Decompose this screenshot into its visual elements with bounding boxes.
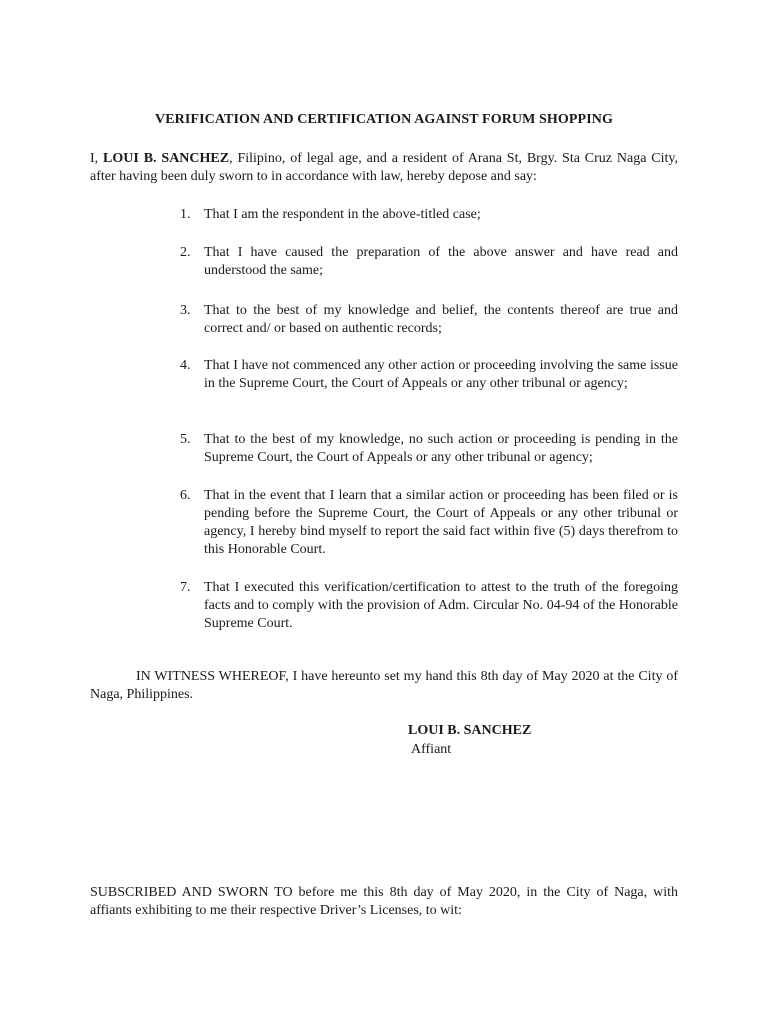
list-item-text: That I am the respondent in the above-titled case; — [204, 207, 481, 222]
list-item-text: That to the best of my knowledge and belief, the contents thereof are true and correct and/ or based on authentic records; — [204, 303, 678, 336]
list-item-text: That I have caused the preparation of the above answer and have read and understood the same; — [204, 245, 678, 278]
list-item — [180, 302, 678, 338]
list-item-number: 4. — [180, 358, 191, 373]
list-item-text: That I have not commenced any other action or proceeding involving the same issue in the Supreme Court, the Court of Appeals or any other tribunal or agency; — [204, 358, 678, 391]
witness-paragraph: IN WITNESS WHEREOF, I have hereunto set my hand this 8th day of May 2020 at the City of Naga, Philippines. — [90, 669, 678, 702]
intro-paragraph — [90, 150, 678, 186]
list-item-number: 6. — [180, 488, 191, 503]
list-item — [180, 579, 678, 633]
list-item-number: 5. — [180, 432, 191, 447]
jurat-paragraph: SUBSCRIBED AND SWORN TO before me this 8th day of May 2020, in the City of Naga, with affiants exhibiting to me their respective Driver’s Licenses, to wit: — [90, 885, 678, 918]
signature-name: LOUI B. SANCHEZ — [408, 723, 532, 738]
list-item — [180, 357, 678, 393]
list-item-number: 1. — [180, 207, 191, 222]
list-item-number: 2. — [180, 245, 191, 260]
list-item-text: That to the best of my knowledge, no such action or proceeding is pending in the Supreme Court, the Court of Appeals or any other tribunal or agency; — [204, 432, 678, 465]
list-item-text: That in the event that I learn that a similar action or proceeding has been filed or is pending before the Supreme Court, the Court of Appeals or any other tribunal or agency, I hereby bind myself to report the said fact within five (5) days therefrom to this Honorable Court. — [204, 488, 678, 557]
intro-prefix: I, — [90, 151, 104, 166]
intro-rest: , Filipino, of legal age, and a resident of Arana St, Brgy. Sta Cruz Naga City, after having been duly sworn to in accordance with law, hereby depose and say: — [90, 151, 679, 184]
list-item-number: 7. — [180, 580, 191, 595]
signature-role: Affiant — [411, 742, 452, 757]
document-title: VERIFICATION AND CERTIFICATION AGAINST FORUM SHOPPING — [155, 112, 613, 127]
list-item-text: That I executed this verification/certification to attest to the truth of the foregoing facts and to comply with the provision of Adm. Circular No. 04-94 of the Honorable Supreme Court. — [204, 580, 678, 631]
list-item — [180, 244, 678, 280]
list-item — [180, 431, 678, 467]
list-item — [180, 487, 678, 559]
affiant-name-inline: LOUI B. SANCHEZ — [103, 151, 230, 166]
list-item — [180, 206, 678, 224]
list-item-number: 3. — [180, 303, 191, 318]
